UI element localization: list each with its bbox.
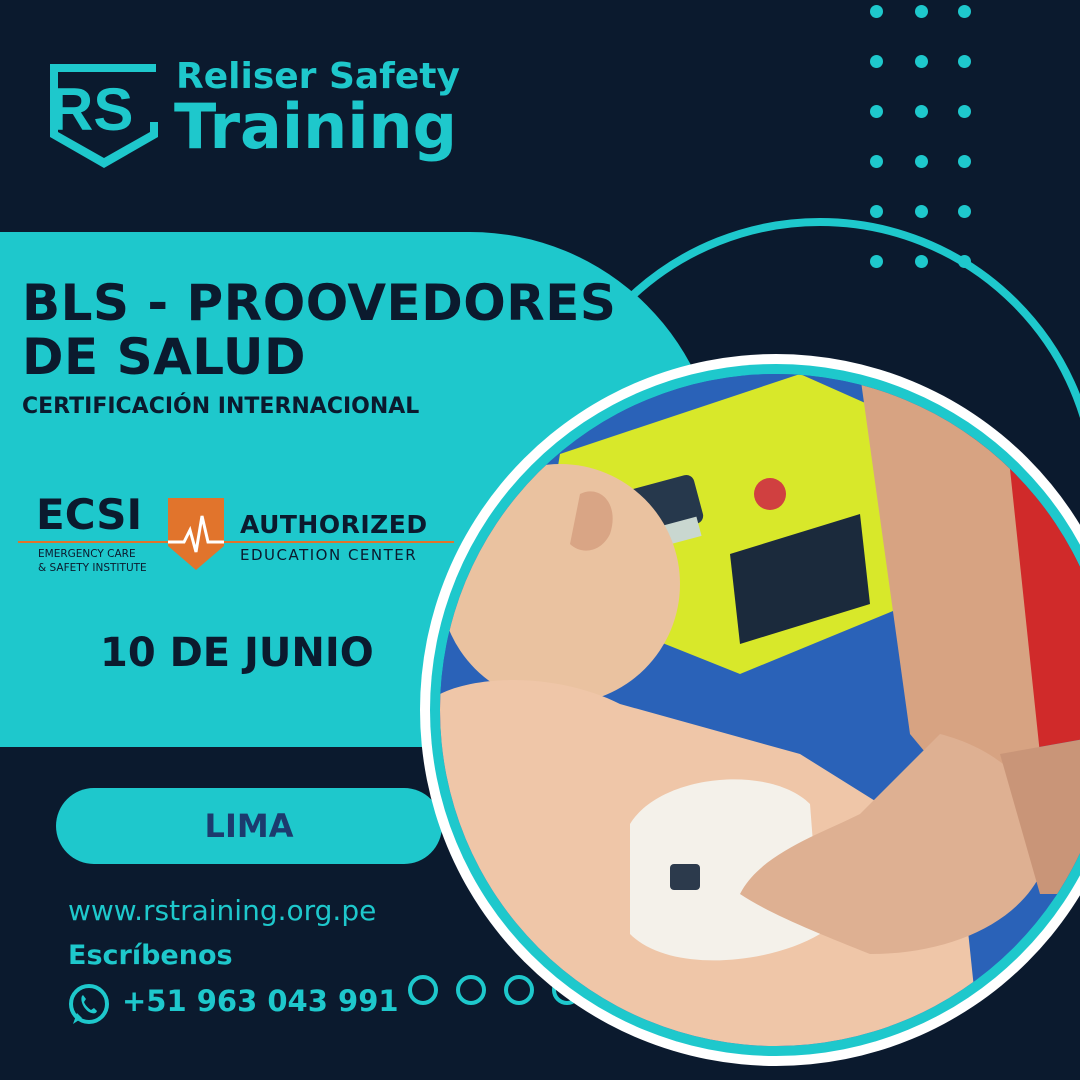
authorized-label: AUTHORIZED [240,510,428,539]
ecsi-heartbeat-shield-icon [164,494,228,574]
education-center-label: EDUCATION CENTER [240,546,418,564]
ecsi-fullname-line2: & SAFETY INSTITUTE [38,562,147,574]
course-title: BLS - PROOVEDORES DE SALUD [22,274,617,386]
ecsi-divider [18,541,454,543]
phone-number[interactable]: +51 963 043 991 [122,984,399,1018]
ecsi-logo-text: ECSI [36,490,143,539]
cpr-scene-illustration [440,374,1080,1046]
brand-name: Reliser Safety [176,56,460,97]
cpr-training-photo [440,374,1080,1046]
brand-tagline: Training [174,90,458,163]
event-date: 10 DE JUNIO [100,630,374,676]
write-us-label: Escríbenos [68,940,233,971]
ecsi-fullname-line1: EMERGENCY CARE [38,548,136,560]
whatsapp-icon [66,982,112,1028]
location-badge [56,788,442,864]
location-label: LIMA [204,807,294,845]
course-subtitle: CERTIFICACIÓN INTERNACIONAL [22,394,420,419]
website-link[interactable]: www.rstraining.org.pe [68,894,377,927]
rs-logo-icon [44,58,164,170]
logo-letters: RS [50,76,134,143]
